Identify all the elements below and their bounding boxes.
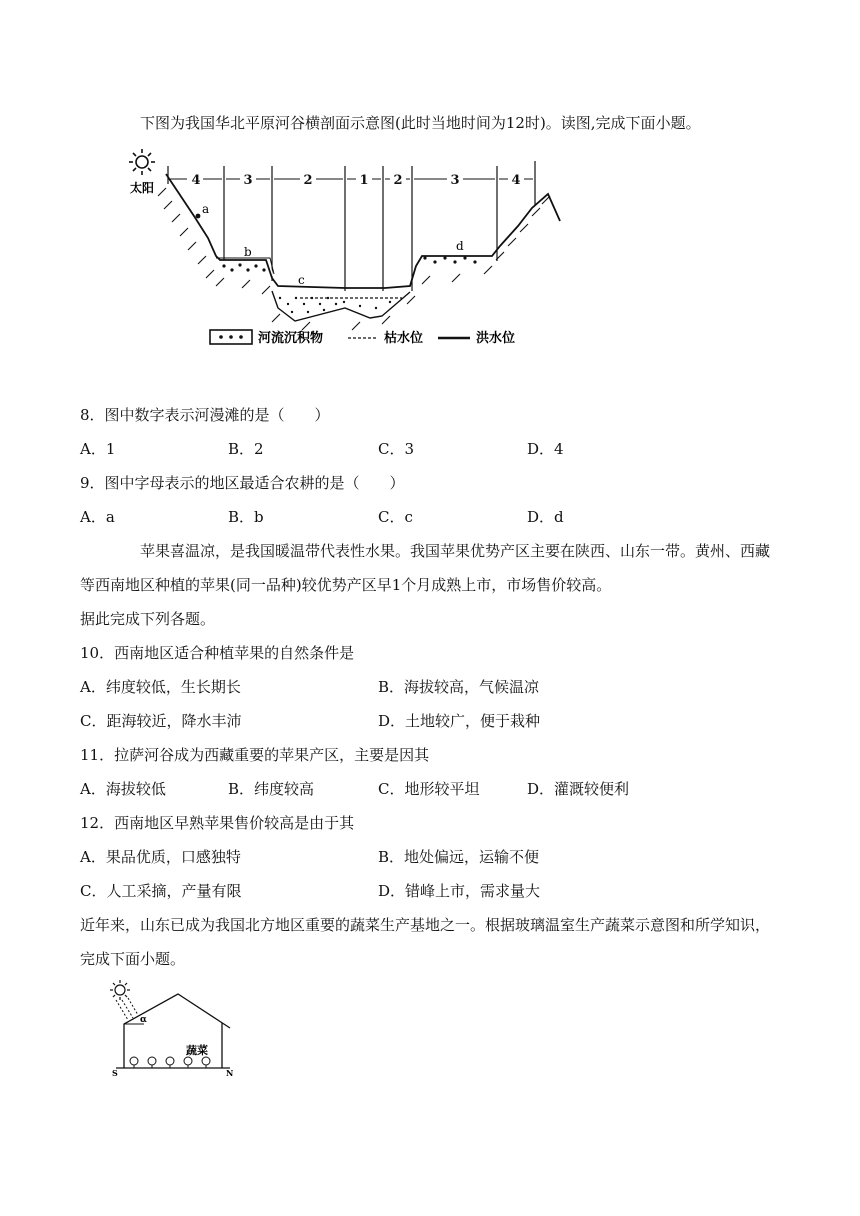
- apple-passage-line-3: 据此完成下列各题。: [80, 610, 216, 628]
- legend-flood-level: 洪水位: [476, 331, 516, 346]
- segment-label-1: 1: [359, 173, 369, 188]
- segment-label-2-left: 2: [303, 173, 313, 188]
- segment-label-4-right: 4: [511, 173, 521, 188]
- south-label: S: [112, 1068, 118, 1078]
- valley-cross-section-figure: [120, 146, 570, 356]
- q8-option-d[interactable]: D．4: [527, 440, 564, 458]
- north-label: N: [226, 1068, 234, 1078]
- point-label-c: c: [298, 273, 305, 287]
- q10-option-b[interactable]: B．海拔较高，气候温凉: [378, 678, 540, 696]
- greenhouse-passage-line-2: 完成下面小题。: [80, 950, 186, 968]
- q8-option-a[interactable]: A．1: [80, 440, 116, 458]
- point-label-d: d: [456, 239, 464, 253]
- point-label-b: b: [244, 245, 252, 259]
- vegetable-plants: [130, 1057, 210, 1068]
- q8-option-c[interactable]: C．3: [378, 440, 415, 458]
- q9-option-b[interactable]: B．b: [228, 508, 264, 526]
- intro-valley: 下图为我国华北平原河谷横剖面示意图(此时当地时间为12时)。读图,完成下面小题。: [140, 114, 701, 132]
- greenhouse-passage-line-1: 近年来，山东已成为我国北方地区重要的蔬菜生产基地之一。根据玻璃温室生产蔬菜示意图和所学知识，: [80, 916, 771, 934]
- q12-option-a[interactable]: A．果品优质，口感独特: [80, 848, 241, 866]
- question-10-stem: 10．西南地区适合种植苹果的自然条件是: [80, 644, 355, 662]
- figure-legend: [210, 330, 515, 346]
- apple-passage-line-2: 等西南地区种植的苹果(同一品种)较优势产区早1个月成熟上市，市场售价较高。: [80, 576, 612, 594]
- q12-option-d[interactable]: D．错峰上市，需求量大: [378, 882, 541, 900]
- q11-option-b[interactable]: B．纬度较高: [228, 780, 315, 798]
- q11-option-a[interactable]: A．海拔较低: [80, 780, 166, 798]
- apple-passage-line-1: 苹果喜温凉，是我国暖温带代表性水果。我国苹果优势产区主要在陕西、山东一带。黄州、西藏: [140, 542, 771, 560]
- question-9-stem: 9．图中字母表示的地区最适合农耕的是（ ）: [80, 474, 405, 492]
- q10-option-a[interactable]: A．纬度较低，生长期长: [80, 678, 241, 696]
- q10-option-d[interactable]: D．土地较广，便于栽种: [378, 712, 541, 730]
- segment-label-4-left: 4: [191, 173, 201, 188]
- question-12-stem: 12．西南地区早熟苹果售价较高是由于其: [80, 814, 355, 832]
- legend-dry-level: 枯水位: [384, 331, 424, 346]
- q8-option-b[interactable]: B．2: [228, 440, 264, 458]
- sun-icon: [110, 980, 130, 1000]
- q9-option-c[interactable]: C．c: [378, 508, 413, 526]
- q12-option-b[interactable]: B．地处偏远，运输不便: [378, 848, 540, 866]
- segment-label-2-right: 2: [393, 173, 403, 188]
- q11-option-d[interactable]: D．灌溉较便利: [527, 780, 630, 798]
- angle-label: α: [140, 1015, 147, 1025]
- greenhouse-outline: [124, 994, 230, 1068]
- q10-option-c[interactable]: C．距海较近，降水丰沛: [80, 712, 242, 730]
- point-label-a: a: [202, 202, 210, 216]
- segment-label-3-right: 3: [450, 173, 460, 188]
- vegetable-label: 蔬菜: [186, 1044, 208, 1057]
- q12-option-c[interactable]: C．人工采摘，产量有限: [80, 882, 242, 900]
- sun-icon: [129, 149, 155, 175]
- q9-option-d[interactable]: D．d: [527, 508, 564, 526]
- q11-option-c[interactable]: C．地形较平坦: [378, 780, 480, 798]
- legend-sediment: 河流沉积物: [258, 331, 324, 346]
- question-11-stem: 11．拉萨河谷成为西藏重要的苹果产区，主要是因其: [80, 746, 430, 764]
- sediment-terrace-left: [216, 260, 273, 276]
- question-8-stem: 8．图中数字表示河漫滩的是（ ）: [80, 406, 330, 424]
- greenhouse-figure: [100, 978, 250, 1078]
- sun-label: 太阳: [130, 181, 155, 195]
- q9-option-a[interactable]: A．a: [80, 508, 115, 526]
- segment-label-3-left: 3: [243, 173, 253, 188]
